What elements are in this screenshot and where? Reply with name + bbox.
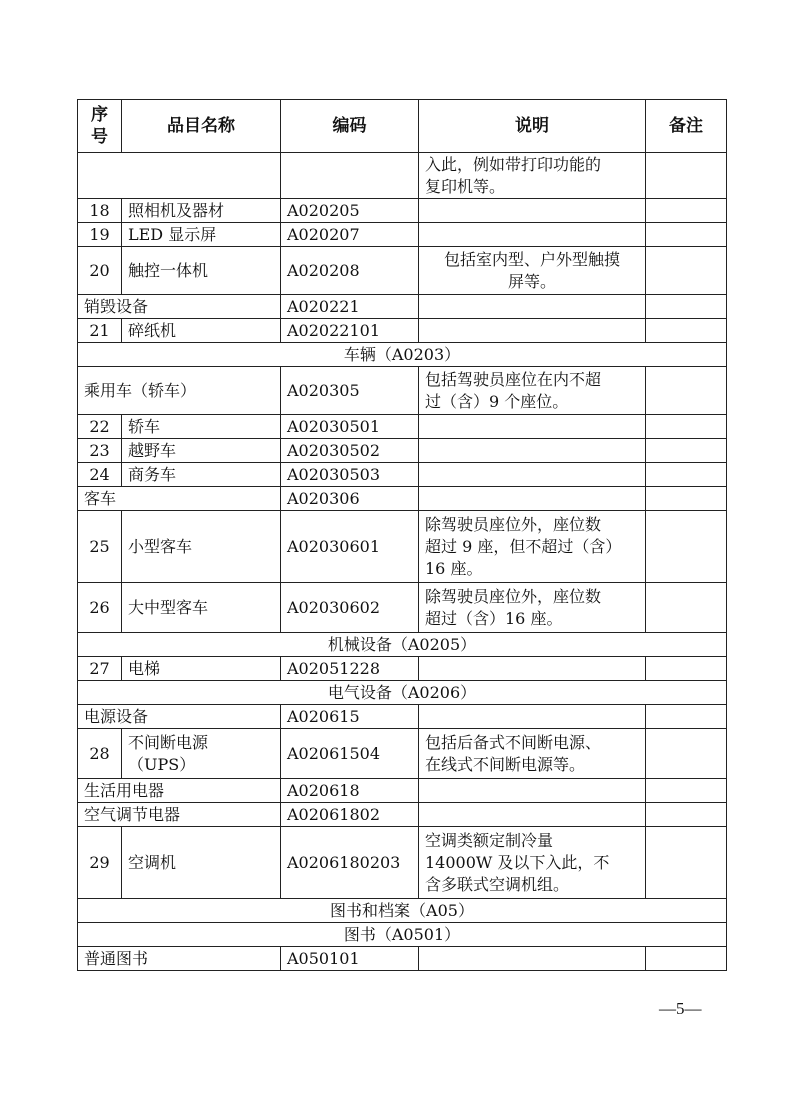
table-row — [78, 223, 727, 247]
row-no: 22 — [78, 415, 122, 439]
table-row — [78, 657, 727, 681]
row-code: A02030501 — [281, 415, 419, 439]
group-code: A020618 — [281, 779, 419, 803]
group-row — [78, 779, 727, 803]
table-row — [78, 729, 727, 779]
section-row — [78, 899, 727, 923]
section-row — [78, 343, 727, 367]
row-name: 碎纸机 — [122, 319, 281, 343]
row-desc: 空调类额定制冷量 14000W 及以下入此，不 含多联式空调机组。 — [419, 827, 646, 899]
row-name: 小型客车 — [122, 511, 281, 583]
table-row — [78, 439, 727, 463]
row-no: 27 — [78, 657, 122, 681]
table-row — [78, 319, 727, 343]
row-code: A02030502 — [281, 439, 419, 463]
header-seq: 序号 — [78, 100, 122, 153]
row-code: A02030503 — [281, 463, 419, 487]
row-name: 大中型客车 — [122, 583, 281, 633]
row-name: 越野车 — [122, 439, 281, 463]
group-code: A02061802 — [281, 803, 419, 827]
table-row — [78, 247, 727, 295]
row-name: 不间断电源 （UPS） — [122, 729, 281, 779]
table-row — [78, 415, 727, 439]
section-title: 电气设备（A0206） — [78, 681, 727, 705]
table-header-row — [78, 100, 727, 153]
table-row — [78, 153, 727, 199]
row-no: 20 — [78, 247, 122, 295]
group-row — [78, 487, 727, 511]
group-name: 生活用电器 — [78, 779, 281, 803]
row-name: 商务车 — [122, 463, 281, 487]
group-row — [78, 367, 727, 415]
group-row — [78, 803, 727, 827]
section-title: 图书和档案（A05） — [78, 899, 727, 923]
row-desc: 除驾驶员座位外，座位数 超过 9 座，但不超过（含） 16 座。 — [419, 511, 646, 583]
group-row — [78, 705, 727, 729]
table-row — [78, 199, 727, 223]
section-title: 车辆（A0203） — [78, 343, 727, 367]
group-name: 空气调节电器 — [78, 803, 281, 827]
row-code: A02022101 — [281, 319, 419, 343]
header-name: 品目名称 — [122, 100, 281, 153]
row-name: 照相机及器材 — [122, 199, 281, 223]
row-name: 轿车 — [122, 415, 281, 439]
table-row — [78, 463, 727, 487]
row-code: A02030601 — [281, 511, 419, 583]
group-code: A050101 — [281, 947, 419, 971]
row-no: 23 — [78, 439, 122, 463]
section-title: 图书（A0501） — [78, 923, 727, 947]
page-number: —5— — [659, 999, 702, 1018]
group-name: 普通图书 — [78, 947, 281, 971]
header-code: 编码 — [281, 100, 419, 153]
group-code: A020305 — [281, 367, 419, 415]
row-code: A020207 — [281, 223, 419, 247]
group-code: A020306 — [281, 487, 419, 511]
header-desc: 说明 — [419, 100, 646, 153]
row-no: 19 — [78, 223, 122, 247]
section-row — [78, 923, 727, 947]
section-row — [78, 633, 727, 657]
row-name: LED 显示屏 — [122, 223, 281, 247]
group-desc: 包括驾驶员座位在内不超 过（含）9 个座位。 — [419, 367, 646, 415]
section-row — [78, 681, 727, 705]
row-name: 触控一体机 — [122, 247, 281, 295]
row-code: A020208 — [281, 247, 419, 295]
row-name: 空调机 — [122, 827, 281, 899]
row-desc: 包括室内型、户外型触摸 屏等。 — [419, 247, 646, 295]
section-title: 机械设备（A0205） — [78, 633, 727, 657]
row-code: A02061504 — [281, 729, 419, 779]
row-desc: 入此，例如带打印功能的 复印机等。 — [419, 153, 646, 199]
row-no: 28 — [78, 729, 122, 779]
group-row — [78, 295, 727, 319]
table-row — [78, 827, 727, 899]
row-desc: 除驾驶员座位外，座位数 超过（含）16 座。 — [419, 583, 646, 633]
row-no: 18 — [78, 199, 122, 223]
group-name: 客车 — [78, 487, 281, 511]
group-code: A020615 — [281, 705, 419, 729]
row-no: 21 — [78, 319, 122, 343]
row-code: A02051228 — [281, 657, 419, 681]
group-name: 销毁设备 — [78, 295, 281, 319]
row-no: 24 — [78, 463, 122, 487]
row-code: A02030602 — [281, 583, 419, 633]
row-no: 26 — [78, 583, 122, 633]
row-desc: 包括后备式不间断电源、 在线式不间断电源等。 — [419, 729, 646, 779]
group-name: 乘用车（轿车） — [78, 367, 281, 415]
item-catalog-table — [77, 99, 727, 971]
table-row — [78, 511, 727, 583]
row-no: 29 — [78, 827, 122, 899]
header-note: 备注 — [646, 100, 727, 153]
group-code: A020221 — [281, 295, 419, 319]
row-code: A0206180203 — [281, 827, 419, 899]
row-name: 电梯 — [122, 657, 281, 681]
row-no: 25 — [78, 511, 122, 583]
group-name: 电源设备 — [78, 705, 281, 729]
row-code: A020205 — [281, 199, 419, 223]
group-row — [78, 947, 727, 971]
table-row — [78, 583, 727, 633]
